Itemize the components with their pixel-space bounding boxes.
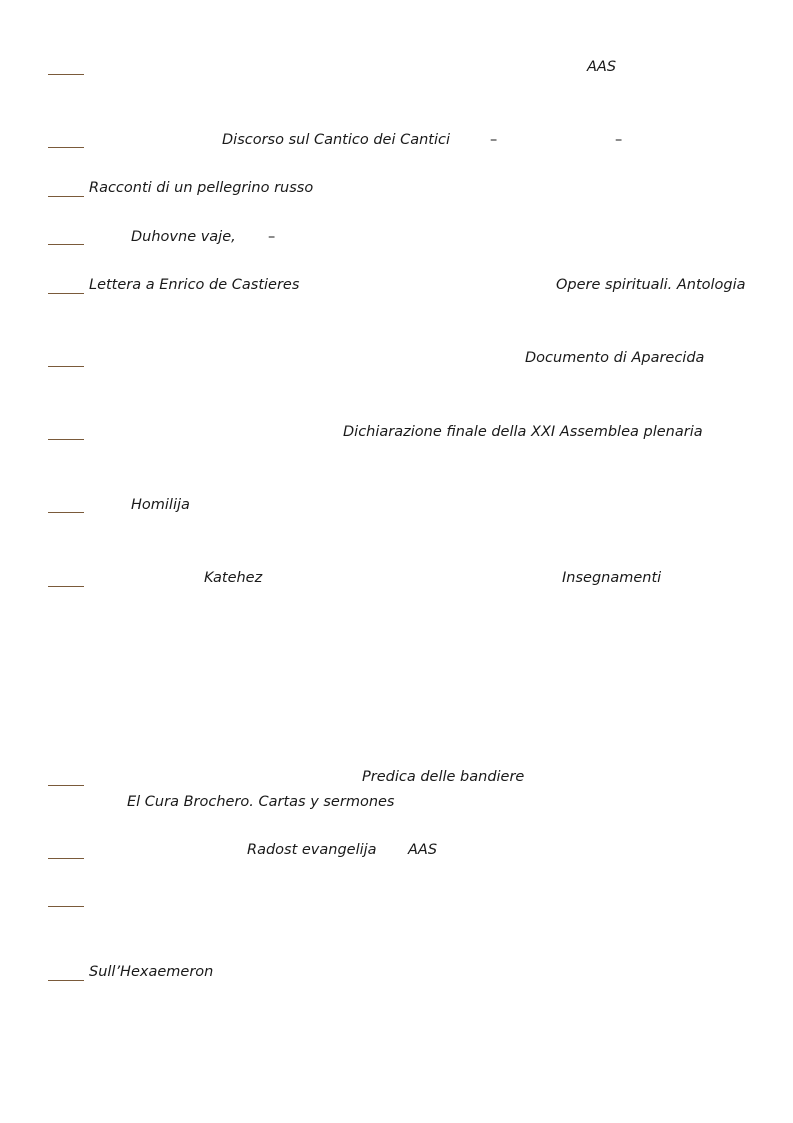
citation-rule (48, 293, 84, 294)
citation-rule (48, 586, 84, 587)
citation-text: Insegnamenti (562, 570, 662, 586)
dash: – (615, 132, 623, 148)
citation-text: Documento di Aparecida (525, 350, 705, 366)
citation-text: Lettera a Enrico de Castieres (89, 277, 300, 293)
citation-rule (48, 74, 84, 75)
citation-text: Sull’Hexaemeron (89, 964, 214, 980)
dash: – (490, 132, 498, 148)
citation-text: Predica delle bandiere (362, 769, 525, 785)
citation-rule (48, 906, 84, 907)
citation-rule (48, 196, 84, 197)
citation-text: Homilija (131, 497, 190, 513)
citation-text: Dichiarazione finale della XXI Assemblea plenaria (343, 424, 703, 440)
citation-rule (48, 244, 84, 245)
citation-text: AAS (408, 842, 438, 858)
citation-text: AAS (587, 59, 617, 75)
citation-rule (48, 147, 84, 148)
dash: – (268, 229, 276, 245)
citation-text: El Cura Brochero. Cartas y sermones (127, 794, 395, 810)
citation-rule (48, 366, 84, 367)
citation-rule (48, 785, 84, 786)
citation-rule (48, 858, 84, 859)
citation-text: Racconti di un pellegrino russo (89, 180, 314, 196)
citation-rule (48, 980, 84, 981)
citation-text: Radost evangelija (247, 842, 377, 858)
citation-text: Opere spirituali. Antologia (556, 277, 746, 293)
citation-text: Discorso sul Cantico dei Cantici (222, 132, 451, 148)
citation-text: Katehez (204, 570, 263, 586)
citation-text: Duhovne vaje, (131, 229, 236, 245)
citation-rule (48, 439, 84, 440)
citation-rule (48, 512, 84, 513)
